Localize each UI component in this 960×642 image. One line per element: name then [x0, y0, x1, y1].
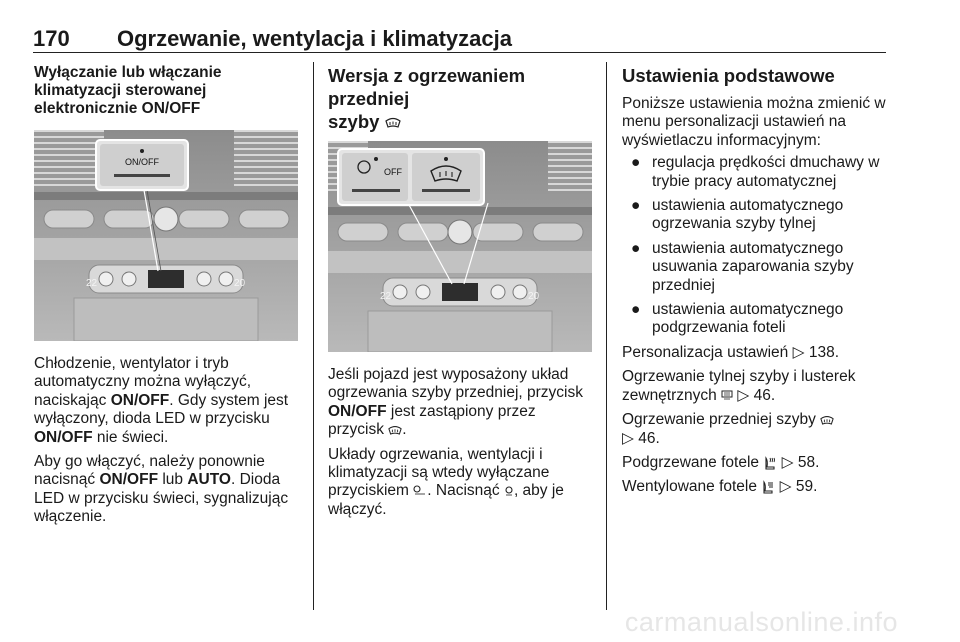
settings-list: [622, 154, 888, 338]
section-heading-basic-settings: Ustawienia podstawowe: [622, 65, 835, 86]
temp-right-label: 20: [234, 278, 246, 289]
paragraph-onoff-1: Chłodzenie, wentylator i tryb automatyczny można wyłączyć, naciskając ON/OFF. Gdy system jest wyłączony, dioda LED w przycisku ON/OFF nie świeci.: [34, 355, 289, 446]
page-ref-arrow-icon: ▷: [781, 453, 794, 471]
section-heading-onoff: Wyłączanie lub włączanie klimatyzacji sterowanej elektronicznie ON/OFF: [34, 64, 222, 117]
page-number: 170: [33, 26, 70, 51]
rear-window-heating-icon: [721, 390, 733, 401]
temp-right-label: 20: [528, 291, 540, 302]
section-heading-windshield: Wersja z ogrzewaniem przedniej szyby: [328, 65, 526, 132]
ventilated-seat-icon: [761, 480, 775, 494]
fan-off-icon: [413, 485, 427, 497]
paragraph-onoff-2: Aby go włączyć, należy ponownie nacisnąć ON/OFF lub AUTO. Dioda LED w przycisku świeci, sygnalizując włączenie.: [34, 453, 289, 526]
cross-reference-windshield: Ogrzewanie przedniej szyby ▷ 46.: [622, 411, 888, 448]
paragraph-windshield-1: Jeśli pojazd jest wyposażony układ ogrzewania szyby przedniej, przycisk ON/OFF jest zastąpiony przez przycisk .: [328, 366, 583, 439]
windshield-heating-icon: [388, 425, 402, 436]
page-ref-arrow-icon: ▷: [779, 478, 792, 496]
page-ref-arrow-icon: ▷: [792, 343, 805, 361]
dashboard-illustration: [34, 130, 298, 341]
cross-reference-heated-seats: Podgrzewane fotele ▷ 58.: [622, 453, 820, 471]
list-item: ● ustawienia automatycznego usuwania zaparowania szyby przedniej: [631, 239, 854, 294]
cross-reference-ventilated-seats: Wentylowane fotele ▷ 59.: [622, 478, 818, 496]
onoff-button-label: ON/OFF: [125, 157, 159, 167]
column-1: [34, 64, 300, 527]
list-item: ● ustawienia automatycznego ogrzewania szyby tylnej: [631, 197, 844, 233]
cross-reference-rear-window: Ogrzewanie tylnej szyby i lusterek zewnętrznych ▷ 46.: [622, 368, 856, 404]
column-2: [328, 64, 594, 519]
paragraph-windshield-2: Układy ogrzewania, wentylacji i klimatyzacji są wtedy wyłączane przyciskiem . Nacisnąć , aby je włączyć.: [328, 445, 564, 518]
cross-reference-personalization: Personalizacja ustawień ▷ 138.: [622, 343, 840, 361]
fan-icon: [504, 485, 514, 497]
watermark: carmanualsonline.info: [624, 607, 898, 637]
paragraph-intro: Poniższe ustawienia można zmienić w menu personalizacji ustawień na wyświetlaczu informacyjnym:: [622, 95, 886, 149]
windshield-heating-icon: [385, 117, 401, 129]
dashboard-illustration: [328, 141, 592, 352]
chapter-title: Ogrzewanie, wentylacja i klimatyzacja: [117, 26, 512, 51]
list-item: ● regulacja prędkości dmuchawy w trybie pracy automatycznej: [631, 154, 880, 190]
page-ref-arrow-icon: ▷: [622, 429, 634, 447]
windshield-heating-icon: [820, 415, 834, 426]
temp-left-label: 22: [86, 278, 98, 289]
off-button-label: OFF: [384, 167, 402, 177]
dashboard-figure-windshield: [328, 141, 592, 352]
column-divider: [606, 62, 607, 610]
temp-left-label: 22: [380, 291, 392, 302]
heated-seat-icon: [763, 456, 777, 470]
dashboard-figure-onoff: [34, 130, 298, 341]
column-3: [622, 64, 888, 497]
page-header: [33, 18, 886, 53]
column-divider: [313, 62, 314, 610]
page-ref-arrow-icon: ▷: [737, 386, 750, 404]
list-item: ● ustawienia automatycznego podgrzewania foteli: [631, 301, 844, 337]
